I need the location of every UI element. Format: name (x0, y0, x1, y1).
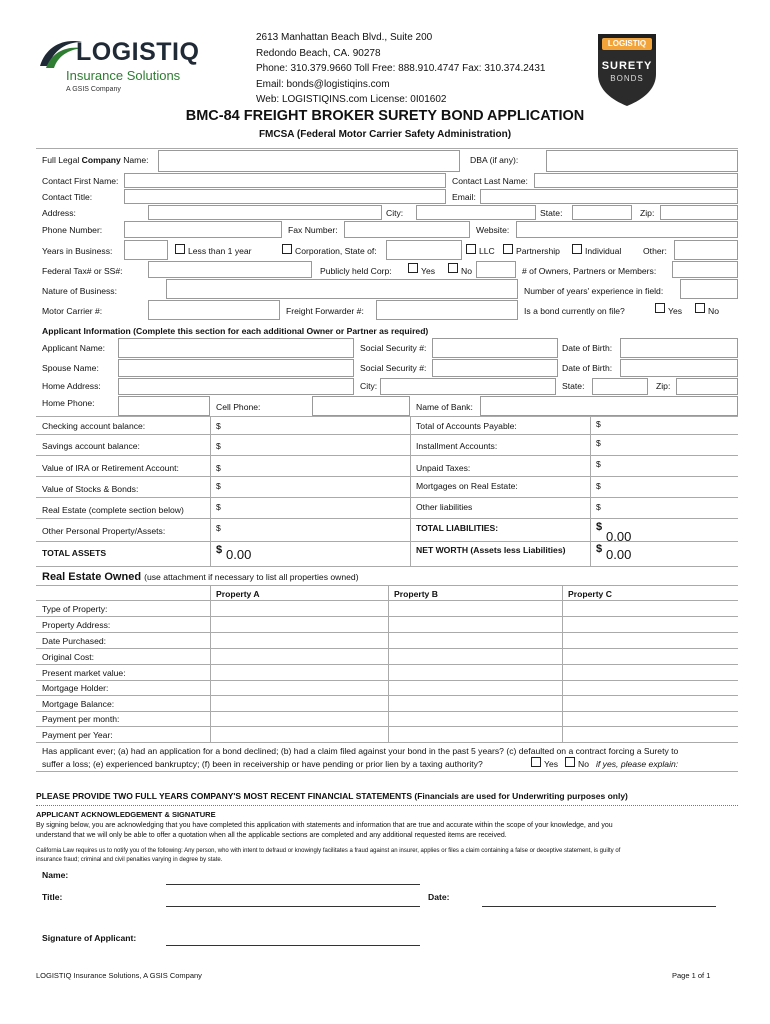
stocks-dollar: $ (216, 481, 221, 491)
llc-label: LLC (479, 246, 495, 256)
legal-name-field[interactable] (158, 150, 460, 172)
other-liabilities-label: Other liabilities (416, 502, 473, 512)
history-no-label: No (578, 759, 589, 769)
years-exp-field[interactable] (680, 279, 738, 299)
accounts-payable-dollar: $ (596, 419, 601, 429)
dba-field[interactable] (546, 150, 738, 172)
sig-date-line[interactable] (482, 906, 716, 907)
mortgage-holder-label: Mortgage Holder: (42, 683, 109, 693)
address-label: Address: (42, 208, 76, 218)
stocks-label: Value of Stocks & Bonds: (42, 484, 139, 494)
company-logo (36, 34, 216, 98)
ack-text-2: understand that we will only be able to offer a quotation when all the applicable sections are completed and any additional requested items are received. (36, 832, 507, 839)
motor-carrier-field[interactable] (148, 300, 280, 320)
email-field[interactable] (480, 189, 738, 204)
partnership-label: Partnership (516, 246, 560, 256)
legal-name-bold: Company (81, 155, 121, 165)
property-c-header: Property C (568, 589, 612, 599)
real-estate-title: Real Estate Owned (42, 571, 142, 583)
publicly-held-yes-label: Yes (421, 266, 436, 276)
applicant-name-field[interactable] (118, 338, 354, 358)
contact-last-field[interactable] (534, 173, 738, 188)
llc-checkbox[interactable] (466, 244, 476, 254)
total-liabilities-label: TOTAL LIABILITIES: (416, 523, 499, 533)
history-line-2: suffer a loss; (e) experienced bankruptcy; (f) been in receivership or have pending or prior lien by a taxing authority? (42, 759, 483, 769)
publicly-held-label: Publicly held Corp: (320, 266, 392, 276)
mortgages-dollar: $ (596, 481, 601, 491)
years-label: Years in Business: (42, 246, 113, 256)
less-than-1-label: Less than 1 year (188, 246, 252, 256)
net-worth-dollar: $ (596, 543, 603, 555)
home-address-field[interactable] (118, 378, 354, 395)
home-state-label: State: (562, 381, 585, 391)
other-liabilities-dollar: $ (596, 502, 601, 512)
contact-title-label: Contact Title: (42, 192, 93, 202)
checking-dollar: $ (216, 421, 221, 431)
email-line: Email: bonds@logistiqins.com (256, 78, 390, 90)
net-worth-value[interactable]: 0.00 (606, 547, 632, 562)
web-line: Web: LOGISTIQINS.com License: 0I01602 (256, 94, 447, 105)
corporation-checkbox[interactable] (282, 244, 292, 254)
contact-first-field[interactable] (124, 173, 446, 188)
years-field[interactable] (124, 240, 168, 260)
real-estate-label: Real Estate (complete section below) (42, 505, 184, 515)
less-than-1-checkbox[interactable] (175, 244, 185, 254)
freight-forwarder-field[interactable] (376, 300, 518, 320)
state-field[interactable] (572, 205, 632, 220)
legal-name-label (42, 155, 149, 165)
badge-line-1: SURETY (601, 60, 653, 72)
property-address-label: Property Address: (42, 620, 111, 630)
page-subtitle: FMCSA (Federal Motor Carrier Safety Administration) (258, 129, 512, 140)
home-city-label: City: (360, 381, 378, 391)
home-zip-field[interactable] (676, 378, 738, 395)
law-text-1: California Law requires us to notify you of the following: Any person, who with intent to defraud or knowingly facilitates a fraud against an insurer, applies or files a claim containing a false or deceptive statement, is guilty of (36, 848, 621, 854)
sig-applicant-label: Signature of Applicant: (42, 933, 137, 943)
applicant-heading: Applicant Information (Complete this section for each additional Owner or Partner as required) (42, 326, 429, 336)
ssn-label: Social Security #: (360, 343, 427, 353)
real-estate-note: (use attachment if necessary to list all properties owned) (144, 572, 359, 582)
sig-title-label: Title: (42, 892, 63, 902)
zip-field[interactable] (660, 205, 738, 220)
surety-bonds-badge (592, 30, 662, 108)
spouse-field[interactable] (118, 359, 354, 377)
cell-phone-label: Cell Phone: (216, 402, 261, 412)
spouse-dob-label: Date of Birth: (562, 363, 613, 373)
ira-dollar: $ (216, 463, 221, 473)
bond-on-file-yes-label: Yes (668, 306, 683, 316)
individual-checkbox[interactable] (572, 244, 582, 254)
legal-name-prefix: Full Legal (42, 155, 82, 165)
dob-label: Date of Birth: (562, 343, 613, 353)
total-liabilities-dollar: $ (596, 521, 603, 533)
type-of-property-label: Type of Property: (42, 604, 108, 614)
contact-first-label: Contact First Name: (42, 176, 119, 186)
bond-on-file-label: Is a bond currently on file? (524, 306, 625, 316)
checking-label: Checking account balance: (42, 421, 146, 431)
total-assets-value[interactable]: 0.00 (226, 547, 252, 562)
partnership-checkbox[interactable] (503, 244, 513, 254)
ack-text-1: By signing below, you are acknowledging that you have completed this application with statements and information that are true and accurate within the scope of your knowledge, and you (36, 822, 613, 829)
website-label: Website: (476, 225, 510, 235)
address-line-1: 2613 Manhattan Beach Blvd., Suite 200 (256, 32, 433, 43)
dob-field[interactable] (620, 338, 738, 358)
bank-field[interactable] (480, 396, 738, 416)
logo-wordmark: LOGISTIQ (76, 38, 200, 66)
property-b-header: Property B (394, 589, 438, 599)
num-owners-label: # of Owners, Partners or Members: (522, 266, 657, 276)
sig-name-label: Name: (42, 870, 69, 880)
address-line-2: Redondo Beach, CA. 90278 (256, 47, 381, 59)
law-text-2: insurance fraud; criminal and civil penalties varying in degree by state. (36, 857, 223, 863)
market-value-label: Present market value: (42, 668, 126, 678)
ira-label: Value of IRA or Retirement Account: (42, 463, 179, 473)
mortgages-label: Mortgages on Real Estate: (416, 481, 518, 491)
explain-label: if yes, please explain: (596, 759, 679, 769)
publicly-held-no-label: No (461, 266, 472, 276)
individual-label: Individual (585, 246, 622, 256)
home-phone-field[interactable] (118, 396, 210, 416)
email-label: Email: (452, 192, 476, 202)
address-field[interactable] (148, 205, 382, 220)
mortgage-balance-label: Mortgage Balance: (42, 699, 115, 709)
real-estate-dollar: $ (216, 502, 221, 512)
publicly-held-field[interactable] (476, 261, 516, 278)
payment-year-label: Payment per Year: (42, 730, 113, 740)
sig-title-line[interactable] (166, 906, 420, 907)
date-purchased-label: Date Purchased: (42, 636, 107, 646)
payment-month-label: Payment per month: (42, 714, 120, 724)
installment-dollar: $ (596, 438, 601, 448)
footer-right: Page 1 of 1 (672, 971, 711, 980)
history-yes-label: Yes (544, 759, 559, 769)
sig-applicant-line[interactable] (166, 945, 420, 946)
corporation-state-field[interactable] (386, 240, 462, 260)
other-property-label: Other Personal Property/Assets: (42, 526, 166, 536)
badge-line-2: BONDS (610, 74, 644, 83)
home-zip-label: Zip: (656, 381, 671, 391)
federal-tax-label: Federal Tax# or SS#: (42, 266, 123, 276)
cell-phone-field[interactable] (312, 396, 410, 416)
footer-left: LOGISTIQ Insurance Solutions, A GSIS Company (36, 971, 202, 980)
years-exp-label: Number of years' experience in field: (524, 286, 664, 296)
original-cost-label: Original Cost: (42, 652, 95, 662)
fax-label: Fax Number: (288, 225, 338, 235)
zip-label: Zip: (640, 208, 655, 218)
contact-title-field[interactable] (124, 189, 446, 204)
savings-dollar: $ (216, 441, 221, 451)
total-assets-dollar: $ (216, 544, 223, 556)
history-line-1: Has applicant ever; (a) had an application for a bond declined; (b) had a claim filed against your bond in the past 5 years? (c) defaulted on a contract forcing a Surety to (42, 746, 679, 756)
city-label: City: (386, 208, 404, 218)
spouse-ssn-label: Social Security #: (360, 363, 427, 373)
phone-label: Phone Number: (42, 225, 103, 235)
city-field[interactable] (416, 205, 536, 220)
home-address-label: Home Address: (42, 381, 101, 391)
unpaid-taxes-label: Unpaid Taxes: (416, 463, 471, 473)
bond-on-file-no-checkbox[interactable] (695, 303, 705, 313)
publicly-held-no-checkbox[interactable] (448, 263, 458, 273)
nature-field[interactable] (166, 279, 518, 299)
num-owners-field[interactable] (672, 261, 738, 278)
spouse-dob-field[interactable] (620, 359, 738, 377)
phone-field[interactable] (124, 221, 282, 238)
accounts-payable-label: Total of Accounts Payable: (416, 421, 517, 431)
state-label: State: (540, 208, 563, 218)
other-label: Other: (643, 246, 667, 256)
home-phone-label: Home Phone: (42, 398, 95, 408)
bond-on-file-no-label: No (708, 306, 719, 316)
corporation-label: Corporation, State of: (295, 246, 377, 256)
history-yes-checkbox[interactable] (531, 757, 541, 767)
badge-brand: LOGISTIQ (607, 39, 647, 48)
savings-label: Savings account balance: (42, 441, 140, 451)
installment-label: Installment Accounts: (416, 441, 498, 451)
nature-label: Nature of Business: (42, 286, 117, 296)
motor-carrier-label: Motor Carrier #: (42, 306, 103, 316)
contact-last-label: Contact Last Name: (452, 176, 528, 186)
unpaid-taxes-dollar: $ (596, 459, 601, 469)
publicly-held-yes-checkbox[interactable] (408, 263, 418, 273)
page-title: BMC-84 FREIGHT BROKER SURETY BOND APPLICATION (185, 108, 585, 124)
total-assets-label: TOTAL ASSETS (42, 548, 107, 558)
ssn-field[interactable] (432, 338, 558, 358)
applicant-name-label: Applicant Name: (42, 343, 106, 353)
other-field[interactable] (674, 240, 738, 260)
logo-subtitle: Insurance Solutions (66, 68, 181, 83)
website-field[interactable] (516, 221, 738, 238)
logo-tagline: A GSIS Company (66, 86, 121, 93)
home-state-field[interactable] (592, 378, 648, 395)
net-worth-label: NET WORTH (Assets less Liabilities) (416, 545, 566, 555)
spouse-ssn-field[interactable] (432, 359, 558, 377)
financial-statements-note: PLEASE PROVIDE TWO FULL YEARS COMPANY'S MOST RECENT FINANCIAL STATEMENTS (Financials are used for Underwriting purposes only) (36, 791, 628, 801)
freight-forwarder-label: Freight Forwarder #: (286, 306, 364, 316)
spouse-label: Spouse Name: (42, 363, 99, 373)
bank-label: Name of Bank: (416, 402, 473, 412)
bond-on-file-yes-checkbox[interactable] (655, 303, 665, 313)
fax-field[interactable] (344, 221, 470, 238)
phone-line: Phone: 310.379.9660 Toll Free: 888.910.4747 Fax: 310.374.2431 (256, 63, 546, 74)
sig-name-line[interactable] (166, 884, 420, 885)
dba-label: DBA (if any): (470, 155, 519, 165)
ack-heading: APPLICANT ACKNOWLEDGEMENT & SIGNATURE (36, 810, 216, 819)
history-no-checkbox[interactable] (565, 757, 575, 767)
home-city-field[interactable] (380, 378, 556, 395)
company-address (256, 30, 546, 108)
legal-name-suffix: Name: (120, 155, 149, 165)
real-estate-heading (42, 571, 359, 583)
total-liabilities-value[interactable]: 0.00 (606, 529, 632, 544)
property-a-header: Property A (216, 589, 260, 599)
other-property-dollar: $ (216, 523, 221, 533)
federal-tax-field[interactable] (148, 261, 312, 278)
sig-date-label: Date: (428, 892, 450, 902)
